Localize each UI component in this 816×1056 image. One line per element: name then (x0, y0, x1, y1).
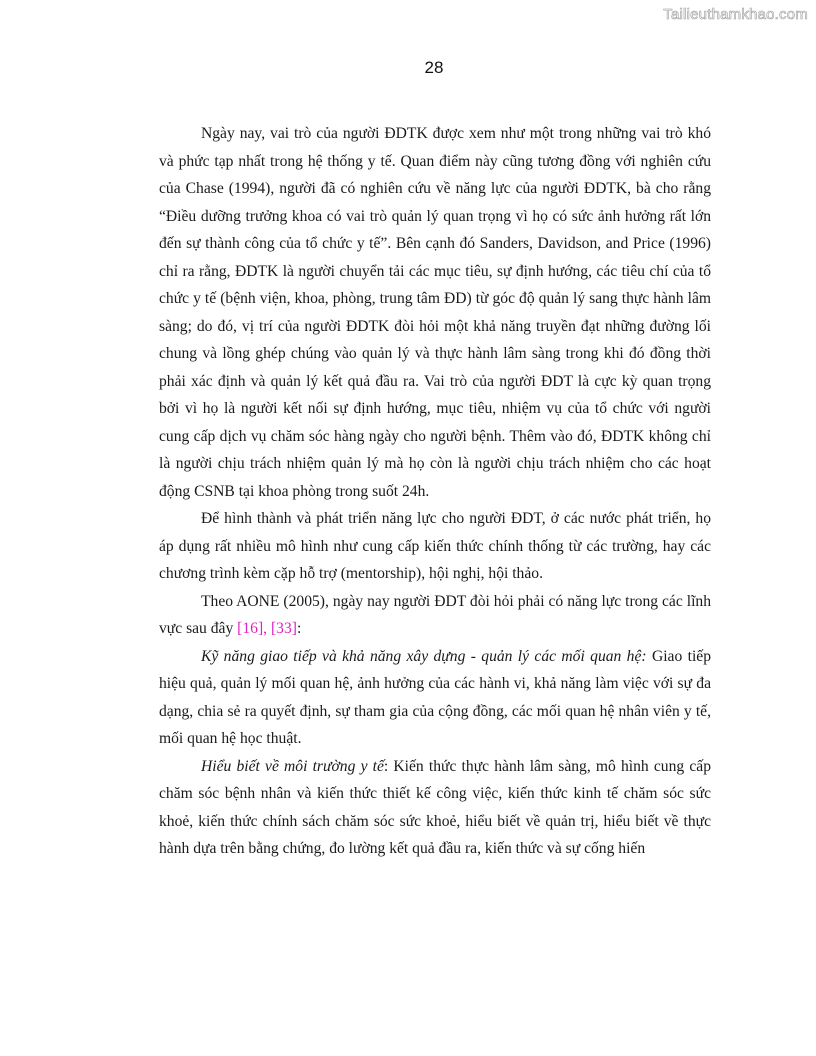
body-text (159, 120, 711, 863)
paragraph-lead: Kỹ năng giao tiếp và khả năng xây dựng - quản lý các mối quan hệ: (201, 647, 647, 665)
page-number: 28 (424, 58, 444, 77)
paragraph (159, 120, 711, 505)
paragraph (159, 505, 711, 588)
paragraph-end: : (296, 620, 302, 637)
citation-link[interactable]: [16], [33] (237, 620, 297, 637)
paragraph-text: Theo AONE (2005), ngày nay người ĐDT đòi hỏi phải có năng lực trong các lĩnh vực sau đây (159, 592, 711, 637)
paragraph-text: : Kiến thức thực hành lâm sàng, mô hình cung cấp chăm sóc bệnh nhân và kiến thức thiết kế công việc, kiến thức kinh tế chăm sóc sức khoẻ, kiến thức chính sách chăm sóc sức khoẻ, hiểu biết về quản trị, hiểu biết về thực hành dựa trên bằng chứng, đo lường kết quả đầu ra, kiến thức và sự cống hiến (159, 757, 711, 857)
paragraph-text: Ngày nay, vai trò của người ĐDTK được xem như một trong những vai trò khó và phức tạp nhất trong hệ thống y tế. Quan điểm này cũng tương đồng với nghiên cứu của Chase (1994), người đã có nghiên cứu về năng lực của người ĐDTK, bà cho rằng “Điều dưỡng trưởng khoa có vai trò quản lý quan trọng vì họ có sức ảnh hưởng rất lớn đến sự thành công của tổ chức y tế”. Bên cạnh đó Sanders, Davidson, and Price (1996) chỉ ra rằng, ĐDTK là người chuyển tải các mục tiêu, sự định hướng, các tiêu chí của tổ chức y tế (bệnh viện, khoa, phòng, trung tâm ĐD) từ góc độ quản lý sang thực hành lâm sàng; do đó, vị trí của người ĐDTK đòi hỏi một khả năng truyền đạt những đường lối chung và lồng ghép chúng vào quản lý và thực hành lâm sàng trong khi đó đồng thời phải xác định và quản lý kết quả đầu ra. Vai trò của người ĐDT là cực kỳ quan trọng bởi vì họ là người kết nối sự định hướng, mục tiêu, nhiệm vụ của tổ chức với người cung cấp dịch vụ chăm sóc hàng ngày cho người bệnh. Thêm vào đó, ĐDTK không chỉ là người chịu trách nhiệm quản lý mà họ còn là người chịu trách nhiệm cho các hoạt động CSNB tại khoa phòng trong suốt 24h. (159, 125, 711, 500)
paragraph-text: Giao tiếp hiệu quả, quản lý mối quan hệ, ảnh hưởng của các hành vi, khả năng làm việc với sự đa dạng, chia sẻ ra quyết định, sự tham gia của cộng đồng, các mối quan hệ nhân viên y tế, mối quan hệ học thuật. (159, 647, 711, 747)
paragraph (159, 588, 711, 643)
paragraph-lead: Hiểu biết về môi trường y tế (201, 757, 384, 775)
watermark: Tailieuthamkhao.com (663, 6, 808, 23)
paragraph (159, 643, 711, 753)
paragraph (159, 753, 711, 863)
paragraph-text: Để hình thành và phát triển năng lực cho người ĐDT, ở các nước phát triển, họ áp dụng rất nhiều mô hình như cung cấp kiến thức chính thống từ các trường, hay các chương trình kèm cặp hỗ trợ (mentorship), hội nghị, hội thảo. (159, 510, 711, 582)
